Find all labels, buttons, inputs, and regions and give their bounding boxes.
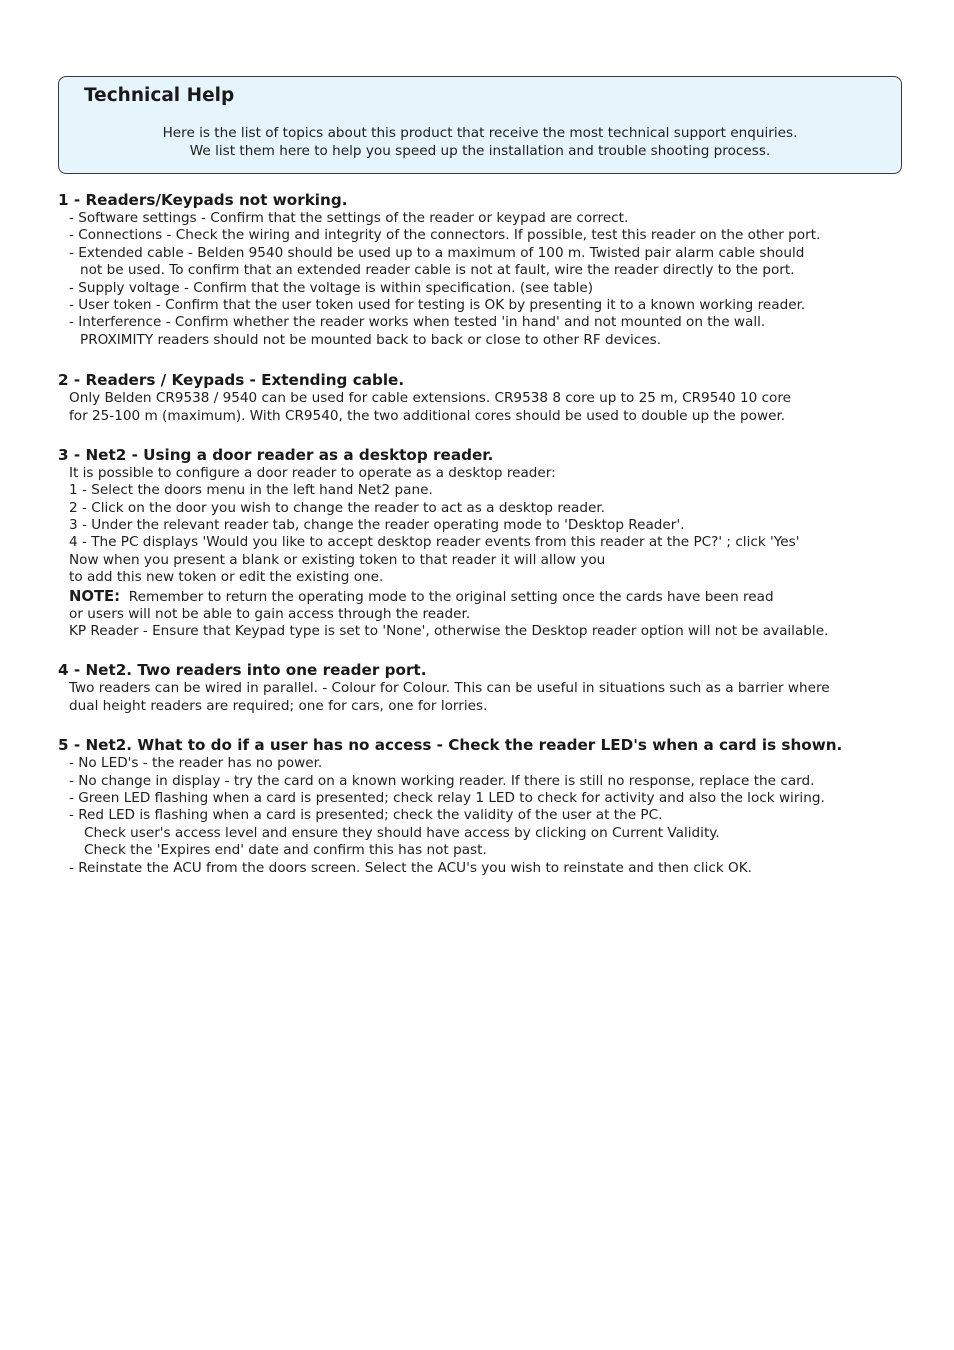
topic-body	[58, 755, 938, 877]
topic-line: PROXIMITY readers should not be mounted back to back or close to other RF devices.	[80, 331, 662, 348]
technical-help-box	[58, 76, 902, 174]
topic-line: dual height readers are required; one for cars, one for lorries.	[69, 697, 488, 714]
topic-user-no-access	[58, 735, 938, 877]
note-line	[69, 587, 938, 606]
help-topics	[58, 190, 938, 877]
intro-line: Here is the list of topics about this product that receive the most technical support enquiries.	[162, 125, 798, 141]
topic-line: - Interference - Confirm whether the reader works when tested 'in hand' and not mounted on the wall.	[69, 314, 766, 331]
topic-line: - No change in display - try the card on a known working reader. If there is still no response, replace the card.	[69, 772, 815, 789]
topic-line: Two readers can be wired in parallel. - Colour for Colour. This can be useful in situations such as a barrier where	[69, 680, 830, 697]
topic-readers-keypads-not-working	[58, 190, 938, 349]
note-text: Remember to return the operating mode to the original setting once the cards have been read	[128, 588, 774, 605]
topic-line: 4 - The PC displays 'Would you like to accept desktop reader events from this reader at the PC?' ; click 'Yes'	[69, 534, 800, 551]
topic-line: 3 - Under the relevant reader tab, change the reader operating mode to 'Desktop Reader'.	[69, 517, 685, 534]
topic-body	[58, 465, 938, 641]
topic-line: Now when you present a blank or existing token to that reader it will allow you	[69, 551, 606, 568]
topic-line: KP Reader - Ensure that Keypad type is set to 'None', otherwise the Desktop reader option will not be available.	[69, 623, 829, 640]
topic-line: or users will not be able to gain access through the reader.	[69, 605, 471, 622]
topic-line: 2 - Click on the door you wish to change the reader to act as a desktop reader.	[69, 499, 605, 516]
topic-line: - No LED's - the reader has no power.	[69, 755, 323, 772]
topic-body	[58, 210, 938, 349]
topic-line: - User token - Confirm that the user token used for testing is OK by presenting it to a known working reader.	[69, 296, 806, 313]
topic-line: to add this new token or edit the existing one.	[69, 569, 384, 586]
topic-line: - Extended cable - Belden 9540 should be used up to a maximum of 100 m. Twisted pair alarm cable should	[69, 244, 805, 261]
topic-heading: 5 - Net2. What to do if a user has no access - Check the reader LED's when a card is shown.	[58, 736, 843, 755]
topic-line: - Reinstate the ACU from the doors screen. Select the ACU's you wish to reinstate and then click OK.	[69, 859, 752, 876]
topic-line: for 25-100 m (maximum). With CR9540, the two additional cores should be used to double up the power.	[69, 407, 786, 424]
topic-desktop-reader	[58, 445, 938, 641]
topic-line: - Software settings - Confirm that the settings of the reader or keypad are correct.	[69, 210, 629, 226]
topic-heading: 3 - Net2 - Using a door reader as a desktop reader.	[58, 445, 494, 464]
topic-line: Only Belden CR9538 / 9540 can be used for cable extensions. CR9538 8 core up to 25 m, CR9540 10 core	[69, 390, 792, 407]
topic-line: Check the 'Expires end' date and confirm this has not past.	[84, 842, 487, 859]
topic-extending-cable	[58, 370, 938, 425]
topic-line: 1 - Select the doors menu in the left hand Net2 pane.	[69, 482, 433, 499]
page-title: Technical Help	[84, 85, 235, 106]
topic-heading: 2 - Readers / Keypads - Extending cable.	[58, 371, 405, 390]
topic-line: - Green LED flashing when a card is presented; check relay 1 LED to check for activity and also the lock wiring.	[69, 789, 825, 806]
topic-line: not be used. To confirm that an extended reader cable is not at fault, wire the reader directly to the port.	[80, 262, 795, 279]
topic-heading: 4 - Net2. Two readers into one reader port.	[58, 661, 427, 680]
intro-text	[59, 125, 901, 160]
topic-line: Check user's access level and ensure they should have access by clicking on Current Validity.	[84, 824, 720, 841]
topic-body	[58, 390, 938, 425]
intro-line: We list them here to help you speed up the installation and trouble shooting process.	[189, 142, 771, 159]
topic-line: - Connections - Check the wiring and integrity of the connectors. If possible, test this reader on the other port.	[69, 227, 821, 244]
topic-line: It is possible to configure a door reader to operate as a desktop reader:	[69, 464, 556, 481]
topic-body	[58, 680, 938, 715]
topic-line: - Red LED is flashing when a card is presented; check the validity of the user at the PC.	[69, 807, 663, 824]
topic-line: - Supply voltage - Confirm that the voltage is within specification. (see table)	[69, 279, 594, 296]
topic-two-readers-one-port	[58, 660, 938, 715]
note-label: NOTE:	[69, 587, 121, 605]
topic-heading: 1 - Readers/Keypads not working.	[58, 191, 348, 209]
